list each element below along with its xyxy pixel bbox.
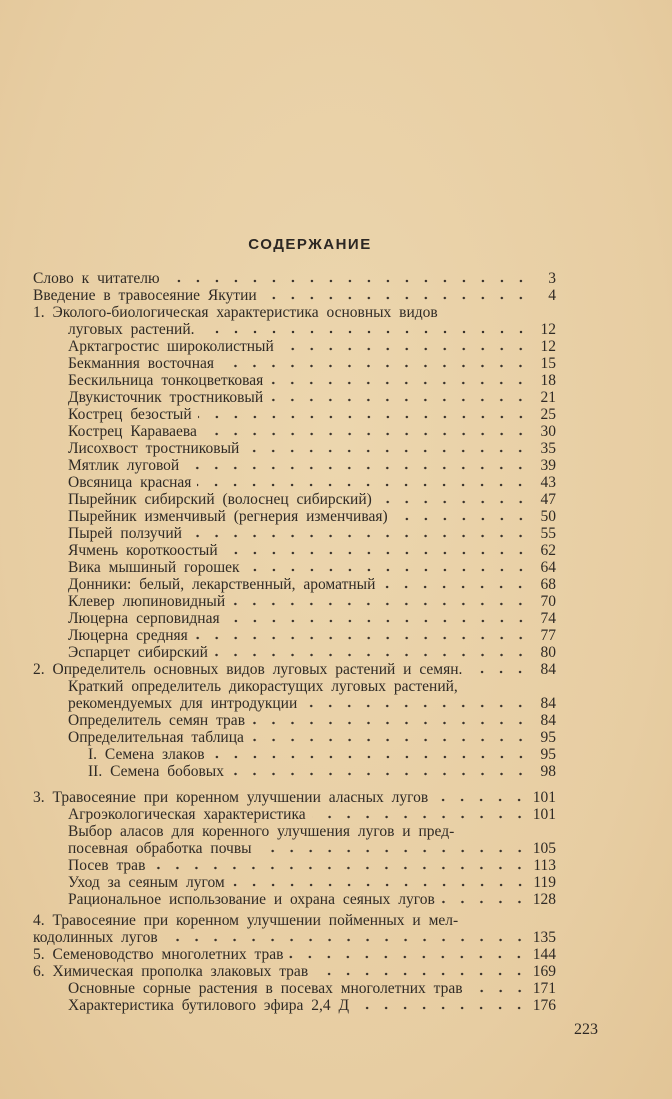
toc-entry-page: 68: [540, 576, 556, 593]
toc-entry: [33, 695, 556, 712]
toc-entry-title: Бекманния восточная: [68, 355, 215, 372]
dot-leader: [151, 866, 529, 870]
toc-entry-page: 169: [532, 963, 556, 980]
toc-entry: [33, 729, 556, 746]
toc-entry-title: Бескильница тонкоцветковая: [68, 372, 264, 389]
dot-leader: [269, 398, 530, 402]
toc-entry-page: 4: [548, 287, 556, 304]
toc-entry-page: 128: [532, 891, 556, 908]
toc-entry: [33, 789, 556, 806]
toc-entry-title: рекомендуемых для интродукции: [68, 695, 298, 712]
dot-leader: [194, 636, 530, 640]
table-of-contents: [33, 270, 556, 1014]
toc-entry-page: 62: [540, 542, 556, 559]
page-number: 223: [574, 1021, 598, 1038]
toc-entry-page: 113: [533, 857, 556, 874]
dot-leader: [198, 415, 530, 419]
toc-entry: [33, 997, 556, 1014]
toc-entry-page: 84: [540, 661, 556, 678]
dot-leader: [226, 619, 530, 623]
toc-entry: [33, 627, 556, 644]
toc-entry-page: 176: [532, 997, 556, 1014]
dot-leader: [441, 900, 529, 904]
toc-entry-page: 39: [540, 457, 556, 474]
toc-entry: [33, 912, 556, 929]
toc-entry: [33, 389, 556, 406]
dot-leader: [211, 755, 530, 759]
toc-entry: [33, 678, 556, 695]
dot-leader: [230, 772, 530, 776]
toc-entry-title: Основные сорные растения в посевах многолетних трав: [68, 980, 463, 997]
toc-entry-title: Введение в травосеяние Якутии: [33, 287, 257, 304]
toc-entry: [33, 806, 556, 823]
toc-entry: [33, 440, 556, 457]
dot-leader: [269, 381, 530, 385]
toc-entry-page: 80: [540, 644, 556, 661]
toc-entry-title: 3. Травосеяние при коренном улучшении аласных лугов: [33, 789, 429, 806]
toc-entry-title: Пырей ползучий: [68, 525, 182, 542]
toc-entry-title: II. Семена бобовых: [88, 763, 224, 780]
toc-entry: [33, 457, 556, 474]
toc-entry-title: Кострец Караваева: [68, 423, 197, 440]
toc-entry-title: 4. Травосеяние при коренном улучшении пойменных и мел-: [33, 912, 459, 929]
toc-entry-page: 43: [540, 474, 556, 491]
dot-leader: [231, 883, 530, 887]
toc-entry: [33, 929, 556, 946]
toc-entry-page: 70: [540, 593, 556, 610]
toc-entry-title: Арктагростис широколистный: [68, 338, 274, 355]
page-title: СОДЕРЖАНИЕ: [248, 236, 372, 253]
toc-entry-title: Овсяница красная: [68, 474, 192, 491]
toc-entry: [33, 338, 556, 355]
toc-entry-title: Люцерна средняя: [68, 627, 188, 644]
toc-entry-title: Определительная таблица: [68, 729, 244, 746]
toc-entry-title: луговых растений.: [68, 321, 195, 338]
toc-entry-title: Краткий определитель дикорастущих луговых растений,: [68, 678, 458, 695]
dot-leader: [220, 364, 530, 368]
toc-entry-page: 101: [532, 789, 556, 806]
toc-entry-title: Определитель семян трав: [68, 712, 246, 729]
toc-entry-title: Агроэкологическая характеристика: [68, 806, 306, 823]
toc-entry-title: Эспарцет сибирский: [68, 644, 208, 661]
dot-leader: [231, 602, 530, 606]
toc-entry-page: 12: [540, 338, 556, 355]
toc-entry-title: 6. Химическая прополка злаковых трав: [33, 963, 309, 980]
dot-leader: [394, 517, 530, 521]
toc-entry-page: 30: [540, 423, 556, 440]
dot-leader: [224, 551, 530, 555]
dot-leader: [188, 534, 530, 538]
toc-entry-page: 84: [540, 712, 556, 729]
toc-entry: [33, 891, 556, 908]
toc-entry: [33, 559, 556, 576]
toc-entry-title: Уход за сеяным лугом: [68, 874, 225, 891]
dot-leader: [444, 313, 530, 317]
dot-leader: [166, 279, 530, 283]
toc-entry-page: 35: [540, 440, 556, 457]
toc-entry-page: 84: [540, 695, 556, 712]
toc-entry-page: 105: [532, 840, 556, 857]
dot-leader: [460, 832, 530, 836]
toc-entry-title: I. Семена злаков: [88, 746, 205, 763]
toc-entry-page: 18: [540, 372, 556, 389]
toc-entry-title: Клевер люпиновидный: [68, 593, 226, 610]
dot-leader: [263, 296, 530, 300]
toc-entry-page: 95: [540, 746, 556, 763]
dot-leader: [197, 483, 530, 487]
toc-entry: [33, 474, 556, 491]
toc-entry: [33, 712, 556, 729]
toc-entry-page: 3: [548, 270, 556, 287]
dot-leader: [245, 449, 530, 453]
toc-entry-title: Слово к читателю: [33, 270, 160, 287]
toc-entry: [33, 661, 556, 678]
toc-entry: [33, 857, 556, 874]
dot-leader: [289, 955, 528, 959]
dot-leader: [251, 721, 530, 725]
toc-entry: [33, 304, 556, 321]
toc-entry: [33, 372, 556, 389]
toc-entry-page: 25: [540, 406, 556, 423]
toc-entry-title: кодолинных лугов: [33, 929, 158, 946]
toc-entry-page: 55: [540, 525, 556, 542]
dot-leader: [164, 938, 529, 942]
toc-entry: [33, 823, 556, 840]
toc-entry-page: 171: [532, 980, 556, 997]
toc-entry: [33, 406, 556, 423]
toc-entry: [33, 746, 556, 763]
dot-leader: [312, 815, 529, 819]
toc-entry-title: Пырейник изменчивый (регнерия изменчивая): [68, 508, 388, 525]
toc-entry-title: 2. Определитель основных видов луговых растений и семян.: [33, 661, 463, 678]
toc-entry-title: 1. Эколого-биологическая характеристика основных видов: [33, 304, 438, 321]
toc-entry: [33, 321, 556, 338]
toc-entry-page: 47: [540, 491, 556, 508]
toc-entry-page: 144: [532, 946, 556, 963]
toc-entry: [33, 270, 556, 287]
toc-entry-page: 15: [540, 355, 556, 372]
toc-entry-title: Характеристика бутилового эфира 2,4 Д: [68, 997, 350, 1014]
toc-entry: [33, 763, 556, 780]
toc-entry-title: 5. Семеноводство многолетних трав: [33, 946, 284, 963]
toc-entry-page: 135: [532, 929, 556, 946]
toc-entry: [33, 423, 556, 440]
toc-entry-page: 12: [540, 321, 556, 338]
dot-leader: [464, 687, 530, 691]
toc-entry: [33, 610, 556, 627]
toc-entry: [33, 980, 556, 997]
toc-entry: [33, 508, 556, 525]
toc-entry: [33, 644, 556, 661]
dot-leader: [303, 704, 530, 708]
toc-entry-title: Выбор аласов для коренного улучшения лугов и пред-: [68, 823, 455, 840]
toc-entry-title: Кострец безостый: [68, 406, 192, 423]
dot-leader: [280, 347, 530, 351]
toc-entry-page: 64: [540, 559, 556, 576]
dot-leader: [250, 738, 530, 742]
dot-leader: [185, 466, 530, 470]
toc-entry-title: посевная обработка почвы: [68, 840, 252, 857]
toc-entry: [33, 840, 556, 857]
toc-entry-page: 101: [532, 806, 556, 823]
toc-entry-page: 21: [540, 389, 556, 406]
dot-leader: [214, 653, 530, 657]
toc-entry-page: 98: [540, 763, 556, 780]
dot-leader: [381, 585, 530, 589]
dot-leader: [246, 568, 530, 572]
toc-entry: [33, 593, 556, 610]
toc-entry-title: Рациональное использование и охрана сеяных лугов: [68, 891, 435, 908]
toc-entry: [33, 963, 556, 980]
toc-entry-page: 77: [540, 627, 556, 644]
toc-entry: [33, 491, 556, 508]
toc-entry-title: Вика мышиный горошек: [68, 559, 240, 576]
toc-entry-title: Пырейник сибирский (волоснец сибирский): [68, 491, 372, 508]
dot-leader: [203, 432, 530, 436]
toc-entry: [33, 355, 556, 372]
dot-leader: [355, 1006, 529, 1010]
toc-entry-title: Лисохвост тростниковый: [68, 440, 240, 457]
toc-entry-title: Посев трав: [68, 857, 146, 874]
toc-entry: [33, 946, 556, 963]
toc-entry-page: 74: [540, 610, 556, 627]
toc-entry-title: Двукисточник тростниковый: [68, 389, 264, 406]
dot-leader: [434, 798, 529, 802]
dot-leader: [201, 330, 531, 334]
toc-entry: [33, 525, 556, 542]
toc-entry-title: Донники: белый, лекарственный, ароматный: [68, 576, 376, 593]
dot-leader: [314, 972, 529, 976]
dot-leader: [468, 670, 530, 674]
dot-leader: [258, 849, 529, 853]
toc-entry-page: 95: [540, 729, 556, 746]
toc-entry-title: Ячмень короткоостый: [68, 542, 218, 559]
toc-entry: [33, 542, 556, 559]
toc-entry-title: Мятлик луговой: [68, 457, 180, 474]
dot-leader: [464, 921, 530, 925]
toc-entry-page: 119: [533, 874, 556, 891]
toc-entry-title: Люцерна серповидная: [68, 610, 220, 627]
toc-entry-page: 50: [540, 508, 556, 525]
toc-entry: [33, 287, 556, 304]
toc-entry: [33, 576, 556, 593]
dot-leader: [378, 500, 530, 504]
dot-leader: [469, 989, 529, 993]
toc-entry: [33, 874, 556, 891]
